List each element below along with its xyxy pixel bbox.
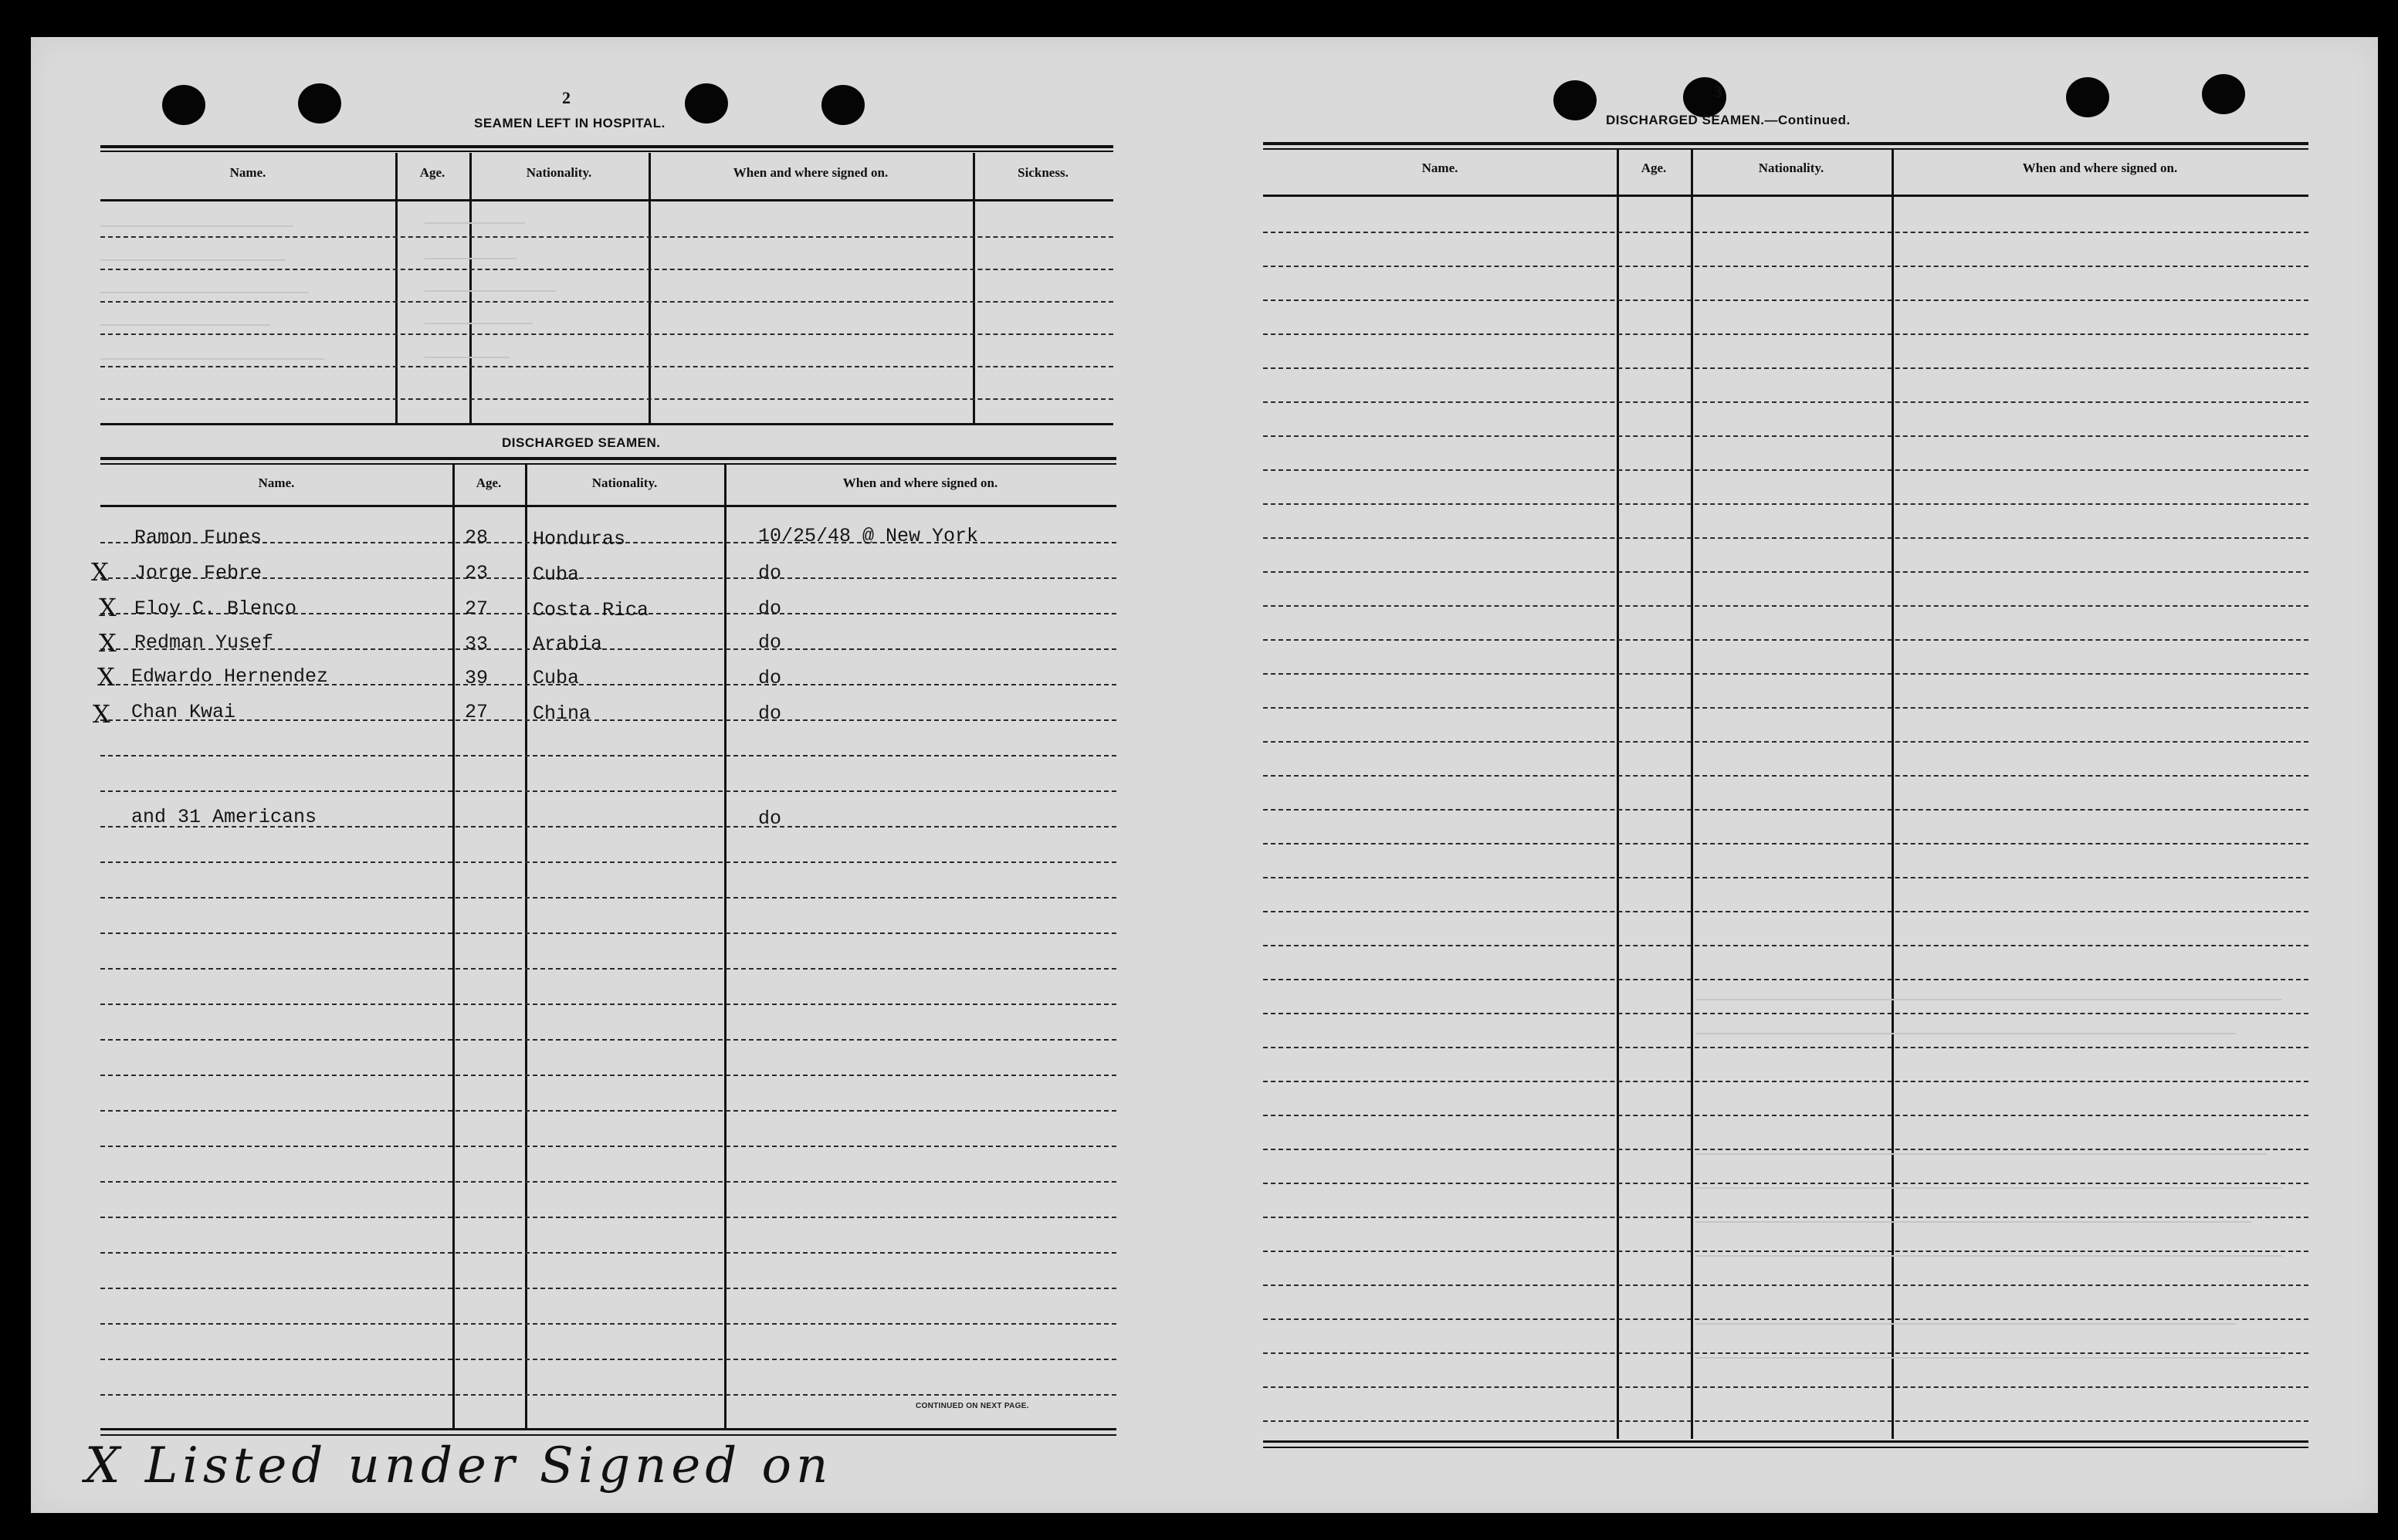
handwritten-x-mark: X xyxy=(93,699,110,729)
col-head-age: Age. xyxy=(1641,161,1667,175)
punch-hole xyxy=(1553,80,1597,120)
page-number-right: 3 xyxy=(1714,82,1722,101)
seaman-age: 27 xyxy=(465,597,489,620)
seaman-name: and 31 Americans xyxy=(131,806,317,828)
seaman-name: Jorge Febre xyxy=(134,562,262,584)
seaman-nationality: Arabia xyxy=(533,633,603,655)
punch-hole xyxy=(298,83,341,124)
seaman-signed-on: do xyxy=(758,631,782,654)
seaman-age: 28 xyxy=(465,526,489,549)
seaman-age: 23 xyxy=(465,562,489,584)
seaman-name: Ramon Funes xyxy=(134,526,262,549)
seaman-nationality: Cuba xyxy=(533,564,580,586)
col-head-signed-on: When and where signed on. xyxy=(733,165,889,180)
col-head-sickness: Sickness. xyxy=(1018,165,1069,180)
col-head-age: Age. xyxy=(419,165,445,180)
handwritten-note: X Listed under Signed on xyxy=(85,1437,833,1494)
seaman-name: Edwardo Hernendez xyxy=(131,665,329,688)
punch-hole xyxy=(162,85,205,125)
seaman-signed-on: do xyxy=(758,702,782,725)
seaman-name: Eloy C. Blenco xyxy=(134,597,297,620)
punch-hole xyxy=(2066,77,2109,117)
col-head-name: Name. xyxy=(258,476,295,490)
col-head-age: Age. xyxy=(476,476,502,490)
seaman-signed-on: do xyxy=(758,597,782,620)
seaman-nationality: China xyxy=(533,702,591,725)
col-head-name: Name. xyxy=(1421,161,1458,175)
seaman-nationality: Cuba xyxy=(533,667,580,689)
seaman-signed-on: do xyxy=(758,562,782,584)
seaman-name: Redman Yusef xyxy=(134,631,274,654)
seaman-age: 27 xyxy=(465,701,489,723)
seaman-signed-on: do xyxy=(758,807,782,830)
col-head-nationality: Nationality. xyxy=(526,165,592,180)
seaman-nationality: Honduras xyxy=(533,528,626,550)
seaman-name: Chan Kwai xyxy=(131,701,236,723)
seaman-age: 33 xyxy=(465,633,489,655)
punch-hole xyxy=(685,83,728,124)
col-head-signed-on: When and where signed on. xyxy=(2022,161,2178,175)
col-head-signed-on: When and where signed on. xyxy=(842,476,998,490)
handwritten-x-mark: X xyxy=(97,662,115,692)
discharged-continued-table xyxy=(1263,142,2308,1450)
handwritten-x-mark: X xyxy=(99,593,117,622)
continued-note: CONTINUED ON NEXT PAGE. xyxy=(916,1402,1029,1410)
hospital-section-title: SEAMEN LEFT IN HOSPITAL. xyxy=(474,116,666,130)
document-sheet xyxy=(31,37,2378,1513)
handwritten-x-mark: X xyxy=(99,628,117,658)
discharged-section-title: DISCHARGED SEAMEN. xyxy=(502,435,661,450)
seaman-age: 39 xyxy=(465,667,489,689)
handwritten-x-mark: X xyxy=(91,557,109,587)
hospital-table xyxy=(100,145,1113,457)
col-head-name: Name. xyxy=(229,165,266,180)
seaman-signed-on: do xyxy=(758,667,782,689)
punch-hole xyxy=(2202,74,2245,114)
col-head-nationality: Nationality. xyxy=(1758,161,1824,175)
page-number-left: 2 xyxy=(562,88,571,107)
seaman-signed-on: 10/25/48 @ New York xyxy=(758,525,979,547)
discharged-continued-title: DISCHARGED SEAMEN.—Continued. xyxy=(1606,113,1851,127)
punch-hole xyxy=(821,85,865,125)
col-head-nationality: Nationality. xyxy=(591,476,658,490)
seaman-nationality: Costa Rica xyxy=(533,599,649,621)
